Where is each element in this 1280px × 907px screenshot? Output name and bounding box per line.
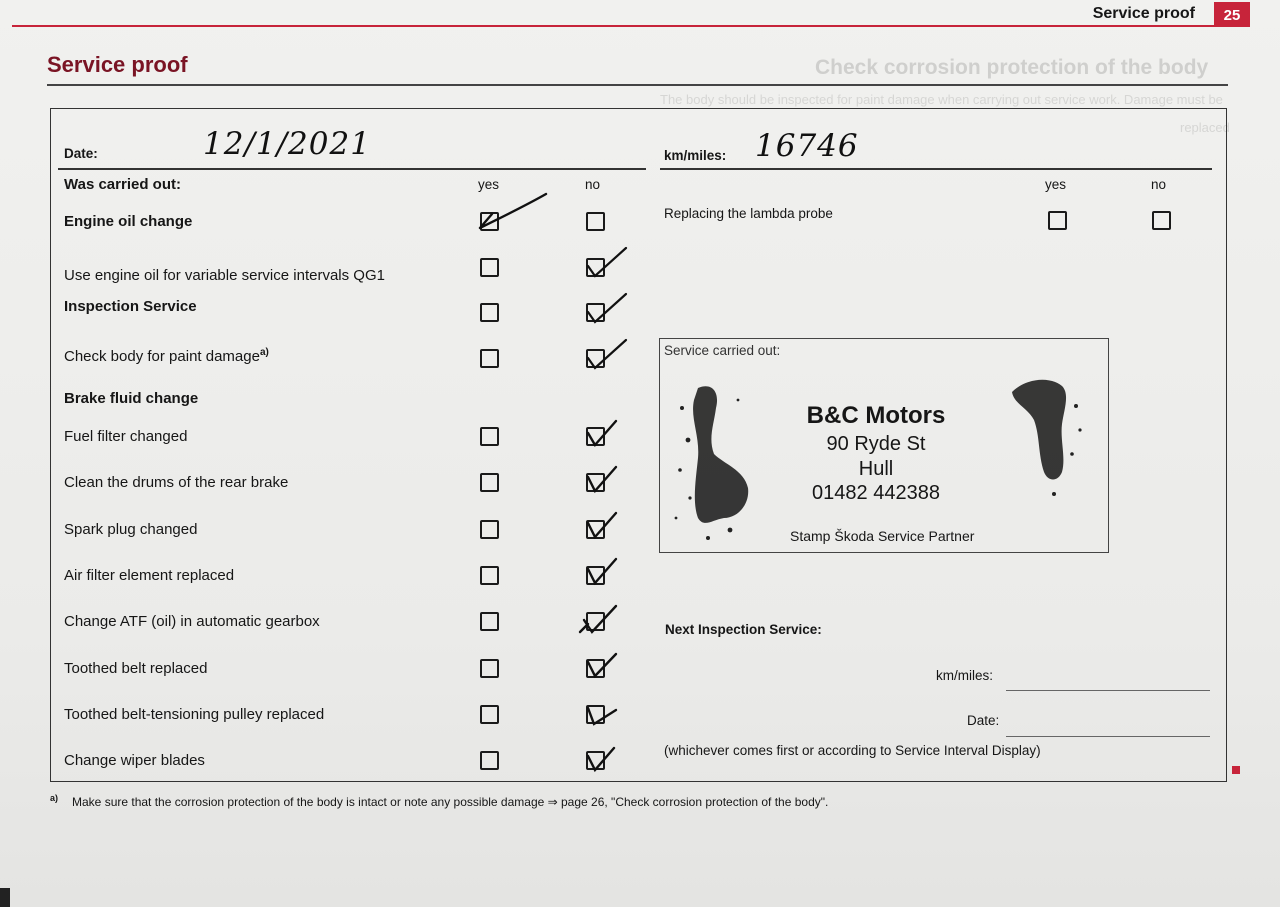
checkbox-no[interactable] — [586, 751, 605, 770]
item-spark-plug: Spark plug changed — [64, 521, 198, 538]
checkbox-no[interactable] — [586, 212, 605, 231]
next-inspection-label: Next Inspection Service: — [665, 622, 822, 637]
item-engine-oil-change: Engine oil change — [64, 213, 193, 230]
title-rule — [47, 84, 1228, 86]
checkbox-yes[interactable] — [480, 659, 499, 678]
bleed-through-line: The body should be inspected for paint damage when carrying out service work. Damage must be — [660, 92, 1223, 107]
item-rear-brake-drums: Clean the drums of the rear brake — [64, 474, 289, 491]
stamp-partner-caption: Stamp Škoda Service Partner — [790, 528, 975, 544]
item-inspection-service: Inspection Service — [64, 298, 197, 315]
checkbox-yes[interactable] — [480, 520, 499, 539]
yes-column-label: yes — [1045, 177, 1067, 192]
page-title: Service proof — [47, 52, 188, 77]
checkbox-no[interactable] — [586, 520, 605, 539]
yes-column-label: yes — [478, 177, 500, 192]
checkbox-no[interactable] — [586, 427, 605, 446]
item-fuel-filter: Fuel filter changed — [64, 428, 188, 445]
item-air-filter: Air filter element replaced — [64, 567, 235, 584]
date-handwritten: 12/1/2021 — [203, 126, 371, 162]
stamp-city: Hull — [858, 458, 894, 480]
item-wiper-blades: Change wiper blades — [64, 752, 205, 769]
checkbox-yes[interactable] — [480, 566, 499, 585]
checkbox-no[interactable] — [586, 349, 605, 368]
footnote-text: Make sure that the corrosion protection of the body is intact or note any possible damage ⇒ page 26, "Check corrosion protection of the body". — [72, 795, 829, 809]
item-tensioning-pulley: Toothed belt-tensioning pulley replaced — [64, 706, 325, 723]
checkbox-no[interactable] — [586, 705, 605, 724]
date-label: Date: — [64, 146, 98, 161]
km-label: km/miles: — [664, 148, 727, 163]
checkbox-no[interactable] — [586, 258, 605, 277]
item-check-body-paint-text: Check body for paint damage — [64, 348, 260, 365]
bleed-through-line: replaced — [1180, 120, 1230, 135]
checkbox-no[interactable] — [586, 612, 605, 631]
checkbox-yes[interactable] — [480, 473, 499, 492]
footnote-ref: a) — [259, 347, 269, 358]
page-edge-mark — [0, 888, 10, 907]
next-km-label: km/miles: — [936, 668, 993, 683]
end-marker — [1232, 766, 1240, 774]
checkbox-yes[interactable] — [480, 751, 499, 770]
stamp-business-name: B&C Motors — [806, 402, 946, 429]
next-km-field[interactable] — [1006, 690, 1210, 691]
checkbox-yes[interactable] — [480, 349, 499, 368]
km-rule — [660, 168, 1212, 170]
no-column-label: no — [1151, 177, 1167, 192]
footnote — [50, 793, 828, 809]
item-brake-fluid-change: Brake fluid change — [64, 390, 199, 407]
running-title: Service proof — [1092, 5, 1195, 22]
bleed-through-heading: Check corrosion protection of the body — [815, 56, 1209, 79]
item-check-body-paint — [64, 347, 269, 365]
item-engine-oil-qg1: Use engine oil for variable service intervals QG1 — [64, 267, 385, 284]
checkbox-yes[interactable] — [480, 612, 499, 631]
checkbox-yes[interactable] — [1048, 211, 1067, 230]
footnote-marker: a) — [50, 793, 59, 803]
stamp-phone: 01482 442388 — [812, 482, 940, 504]
item-lambda-probe: Replacing the lambda probe — [664, 206, 833, 221]
header-rule — [12, 25, 1228, 27]
checkbox-yes[interactable] — [480, 705, 499, 724]
interval-note: (whichever comes first or according to Service Interval Display) — [664, 743, 1041, 758]
item-atf-change: Change ATF (oil) in automatic gearbox — [64, 613, 320, 630]
page-number-badge: 25 — [1214, 2, 1250, 27]
no-column-label: no — [585, 177, 601, 192]
checkbox-yes[interactable] — [480, 427, 499, 446]
next-date-label: Date: — [967, 713, 1000, 728]
checkbox-no[interactable] — [586, 303, 605, 322]
carried-out-label: Was carried out: — [64, 176, 181, 193]
checkbox-no[interactable] — [586, 473, 605, 492]
checkbox-no[interactable] — [586, 659, 605, 678]
date-rule — [58, 168, 646, 170]
service-carried-out-label: Service carried out: — [664, 343, 781, 358]
km-handwritten: 16746 — [755, 128, 859, 164]
ink-smudge-left — [668, 378, 752, 558]
checkbox-yes[interactable] — [480, 258, 499, 277]
item-toothed-belt: Toothed belt replaced — [64, 660, 208, 677]
ink-smudge-right — [1004, 374, 1088, 508]
stamp-street: 90 Ryde St — [826, 433, 926, 455]
checkbox-no[interactable] — [1152, 211, 1171, 230]
checkbox-yes[interactable] — [480, 212, 499, 231]
checkbox-yes[interactable] — [480, 303, 499, 322]
checkbox-no[interactable] — [586, 566, 605, 585]
next-date-field[interactable] — [1006, 736, 1210, 737]
